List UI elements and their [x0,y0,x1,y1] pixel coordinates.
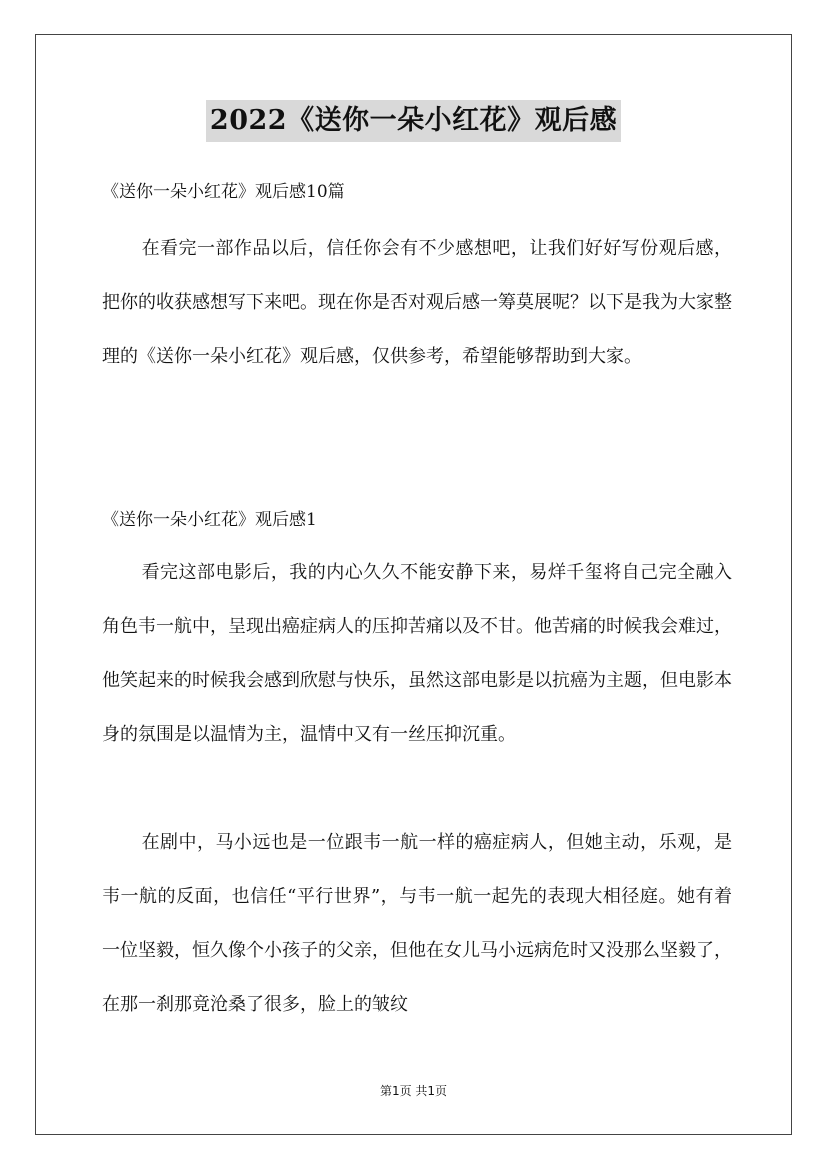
body-paragraph-1: 看完这部电影后，我的内心久久不能安静下来，易烊千玺将自己完全融入角色韦一航中，呈现出癌症病人的压抑苦痛以及不甘。他苦痛的时候我会难过，他笑起来的时候我会感到欣慰与快乐，虽然这部电影是以抗癌为主题，但电影本身的氛围是以温情为主，温情中又有一丝压抑沉重。 [102,562,732,745]
document-subtitle: 《送你一朵小红花》观后感10篇 [102,182,345,202]
page-footer: 第1页 共1页 [379,1084,448,1098]
section-heading: 《送你一朵小红花》观后感1 [102,510,317,530]
intro-paragraph: 在看完一部作品以后，信任你会有不少感想吧，让我们好好写份观后感，把你的收获感想写下来吧。现在你是否对观后感一筹莫展呢？以下是我为大家整理的《送你一朵小红花》观后感，仅供参考，希望能够帮助到大家。 [102,238,732,367]
body-paragraph-2: 在剧中，马小远也是一位跟韦一航一样的癌症病人，但她主动，乐观，是韦一航的反面，也信任“平行世界”，与韦一航一起先的表现大相径庭。她有着一位坚毅，恒久像个小孩子的父亲，但他在女儿马小远病危时又没那么坚毅了，在那一刹那竟沧桑了很多，脸上的皱纹 [102,832,732,1015]
title-container [0,100,827,142]
document-title: 2022《送你一朵小红花》观后感 [206,100,621,142]
